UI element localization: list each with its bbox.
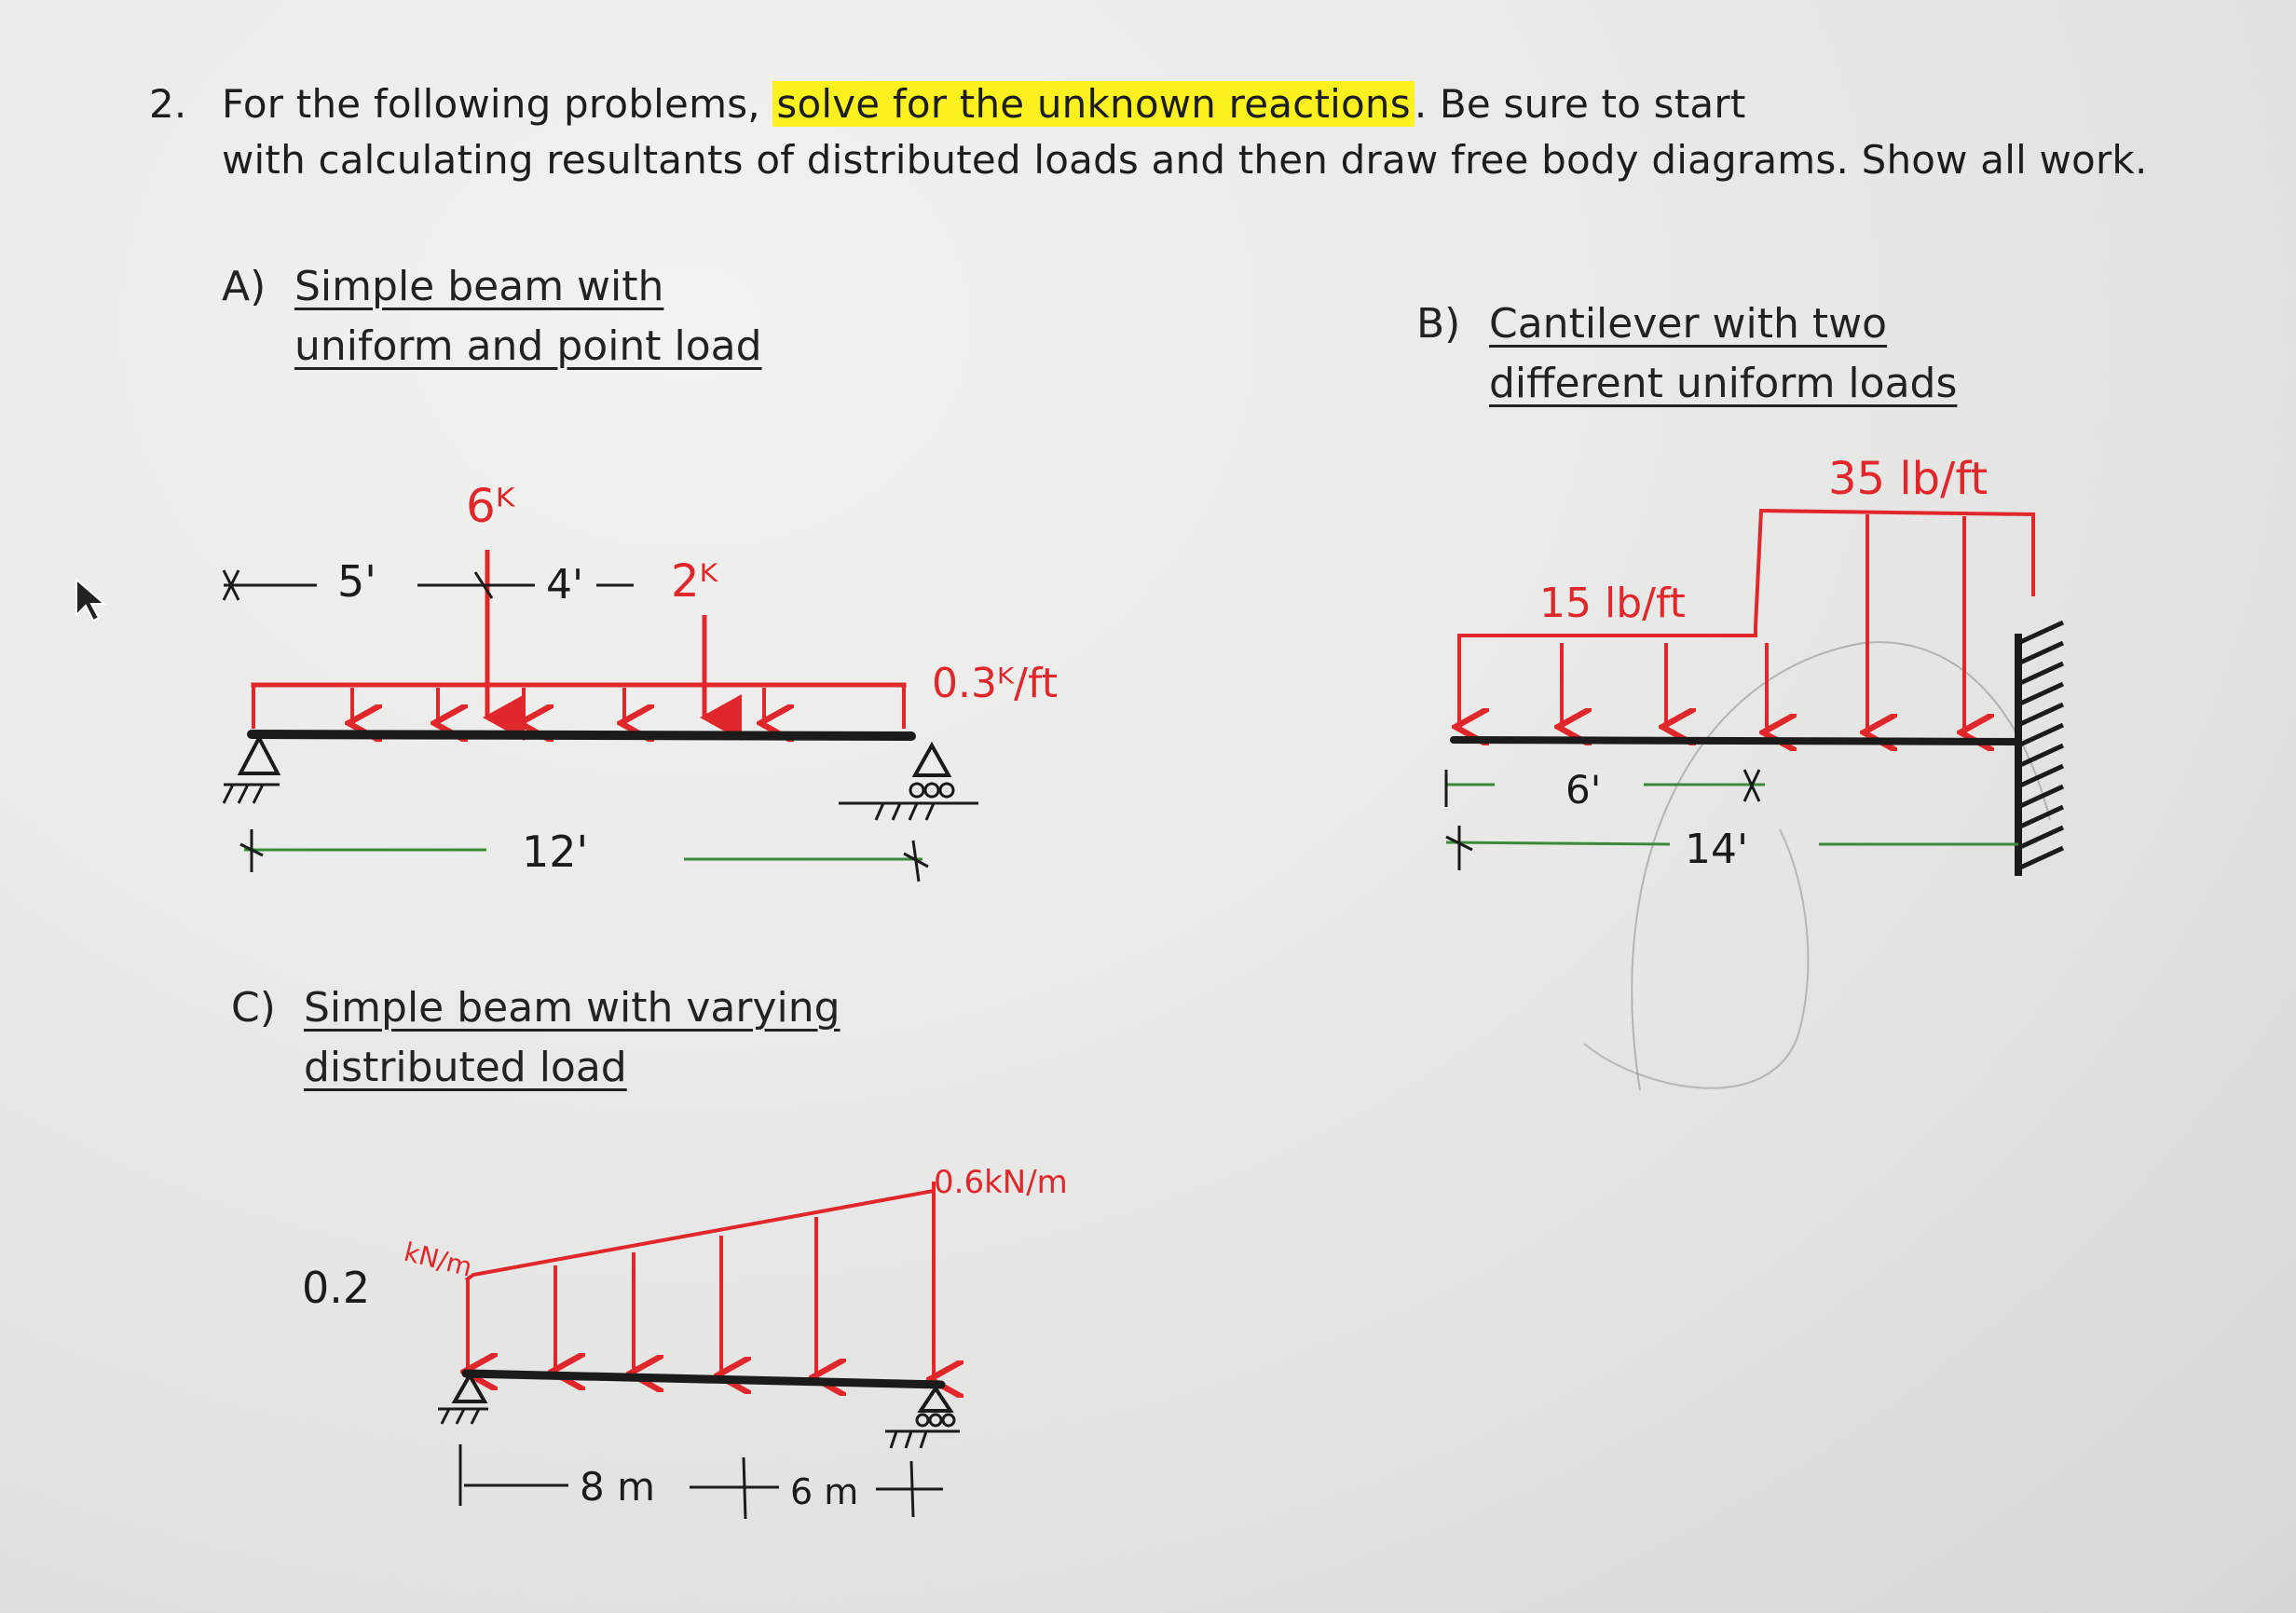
problem-a-letter: A) xyxy=(222,263,266,310)
b-span-label: 14' xyxy=(1685,826,1749,873)
c-roller-wheels xyxy=(885,1415,960,1448)
problem-c-diagram xyxy=(302,1164,1068,1519)
problem-c-title-line2: distributed load xyxy=(304,1044,627,1091)
b-wall-hatch xyxy=(2018,622,2063,868)
c-varying-load-outline xyxy=(466,1182,934,1280)
question-line-2: with calculating resultants of distributed loads and then draw free body diagrams. Show all work. xyxy=(222,137,2148,183)
a-pin-ground-hatch xyxy=(224,785,280,803)
b-low-load-outline xyxy=(1459,626,1756,708)
problem-a-title-line2: uniform and point load xyxy=(294,322,762,370)
problem-a-diagram xyxy=(224,479,1058,882)
a-dim-4ft-label: 4' xyxy=(546,561,584,608)
a-roller-support xyxy=(915,745,949,775)
problem-b-title-line1: Cantilever with two xyxy=(1489,300,1888,348)
problem-a-title-line1: Simple beam with xyxy=(294,263,664,310)
question-prefix: For the following problems, xyxy=(222,81,773,127)
c-dim-8m-label: 8 m xyxy=(580,1464,655,1510)
a-uniform-load-label: 0.3ᴷ/ft xyxy=(932,660,1058,707)
c-dim-6m-label: 6 m xyxy=(790,1471,859,1512)
c-roller-support xyxy=(921,1388,950,1411)
a-point-load-6k-label: 6ᴷ xyxy=(466,479,515,533)
a-beam xyxy=(252,734,911,736)
c-load-right-label: 0.6kN/m xyxy=(934,1164,1068,1201)
a-pin-support xyxy=(240,738,278,773)
c-load-left-unit: kN/m xyxy=(401,1236,475,1283)
question-suffix: . Be sure to start xyxy=(1414,81,1746,127)
c-beam xyxy=(466,1374,941,1385)
b-dim-6ft xyxy=(1446,770,1765,807)
a-point-load-2k-label: 2ᴷ xyxy=(671,555,718,608)
c-dimensions xyxy=(460,1444,943,1519)
c-pin-support xyxy=(455,1375,485,1401)
a-roller-wheels xyxy=(839,784,978,820)
b-low-load-label: 15 lb/ft xyxy=(1539,580,1686,627)
b-high-load-label: 35 lb/ft xyxy=(1828,453,1988,505)
problem-c-letter: C) xyxy=(231,984,276,1032)
problem-b-title-line2: different uniform loads xyxy=(1489,360,1958,407)
c-varying-load-arrows xyxy=(468,1189,934,1379)
a-uniform-load-top xyxy=(253,685,904,688)
b-beam xyxy=(1454,740,2018,742)
highlighted-instruction: solve for the unknown reactions xyxy=(772,81,1414,127)
problem-c-title-line1: Simple beam with varying xyxy=(304,984,840,1032)
problem-b-letter: B) xyxy=(1416,300,1461,348)
c-load-left-label: 0.2 xyxy=(302,1263,371,1313)
a-dim-5ft-label: 5' xyxy=(337,556,376,607)
problem-b-diagram xyxy=(1446,453,2063,876)
c-pin-hatch xyxy=(438,1409,488,1424)
b-low-load-arrows xyxy=(1459,643,1666,727)
b-dim-6ft-label: 6' xyxy=(1565,767,1602,813)
b-high-load-outline xyxy=(1756,511,2033,626)
question-number: 2. xyxy=(149,81,187,127)
a-span-label: 12' xyxy=(522,827,589,877)
